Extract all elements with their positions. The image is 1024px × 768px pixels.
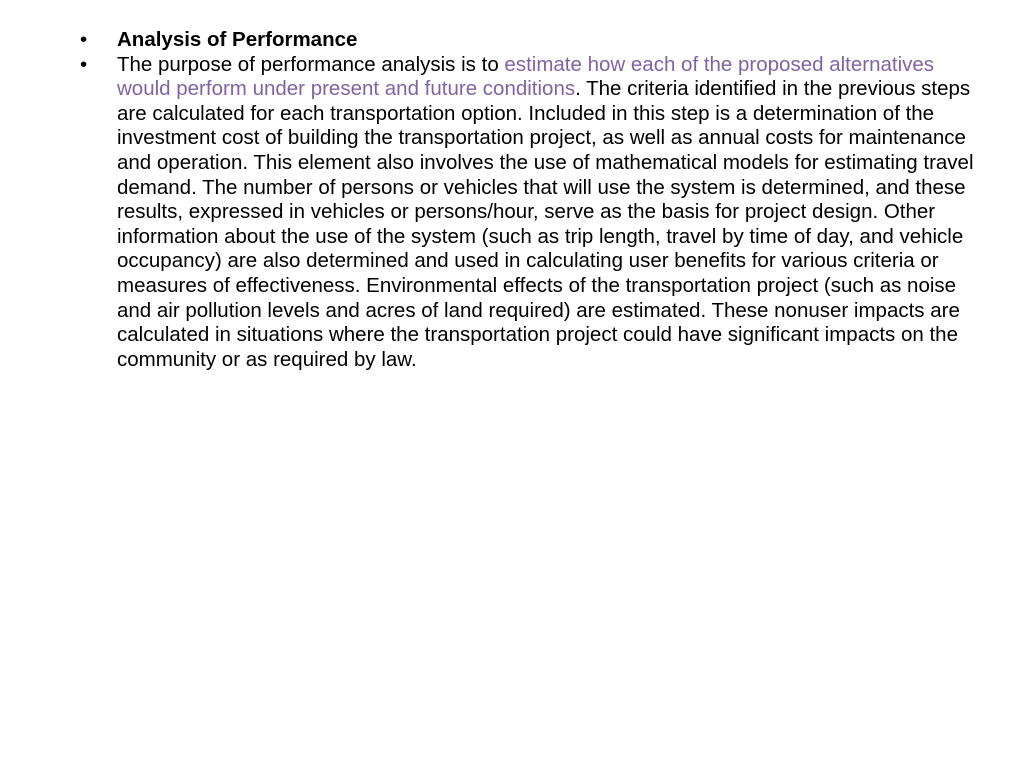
paragraph-body: . The criteria identified in the previous steps are calculated for each transportation option. Included in this step is a determination of the investment cost of building the transportation project, as well as annual costs for maintenance and operation. This element also involves the use of mathematical models for estimating travel demand. The number of persons or vehicles that will use the system is determined, and these results, expressed in vehicles or persons/hour, serve as the basis for project design. Other information about the use of the system (such as trip length, travel by time of day, and vehicle occupancy) are also determined and used in calculating user benefits for various criteria or measures of effectiveness. Environmental effects of the transportation project (such as noise and air pollution levels and acres of land required) are estimated. These nonuser impacts are calculated in situations where the transportation project could have significant impacts on the community or as required by law. — [117, 77, 974, 371]
section-heading: Analysis of Performance — [117, 28, 358, 51]
bullet-marker: • — [80, 28, 88, 51]
bullet-list — [80, 28, 980, 372]
slide-content — [80, 28, 980, 372]
bullet-marker: • — [80, 52, 88, 76]
bullet-item-paragraph — [80, 53, 980, 373]
paragraph-intro: The purpose of performance analysis is to — [117, 52, 505, 76]
highlighted-phrase: estimate how each of the proposed alternatives would perform under present and future conditions — [117, 52, 935, 101]
bullet-item-heading — [80, 28, 980, 53]
